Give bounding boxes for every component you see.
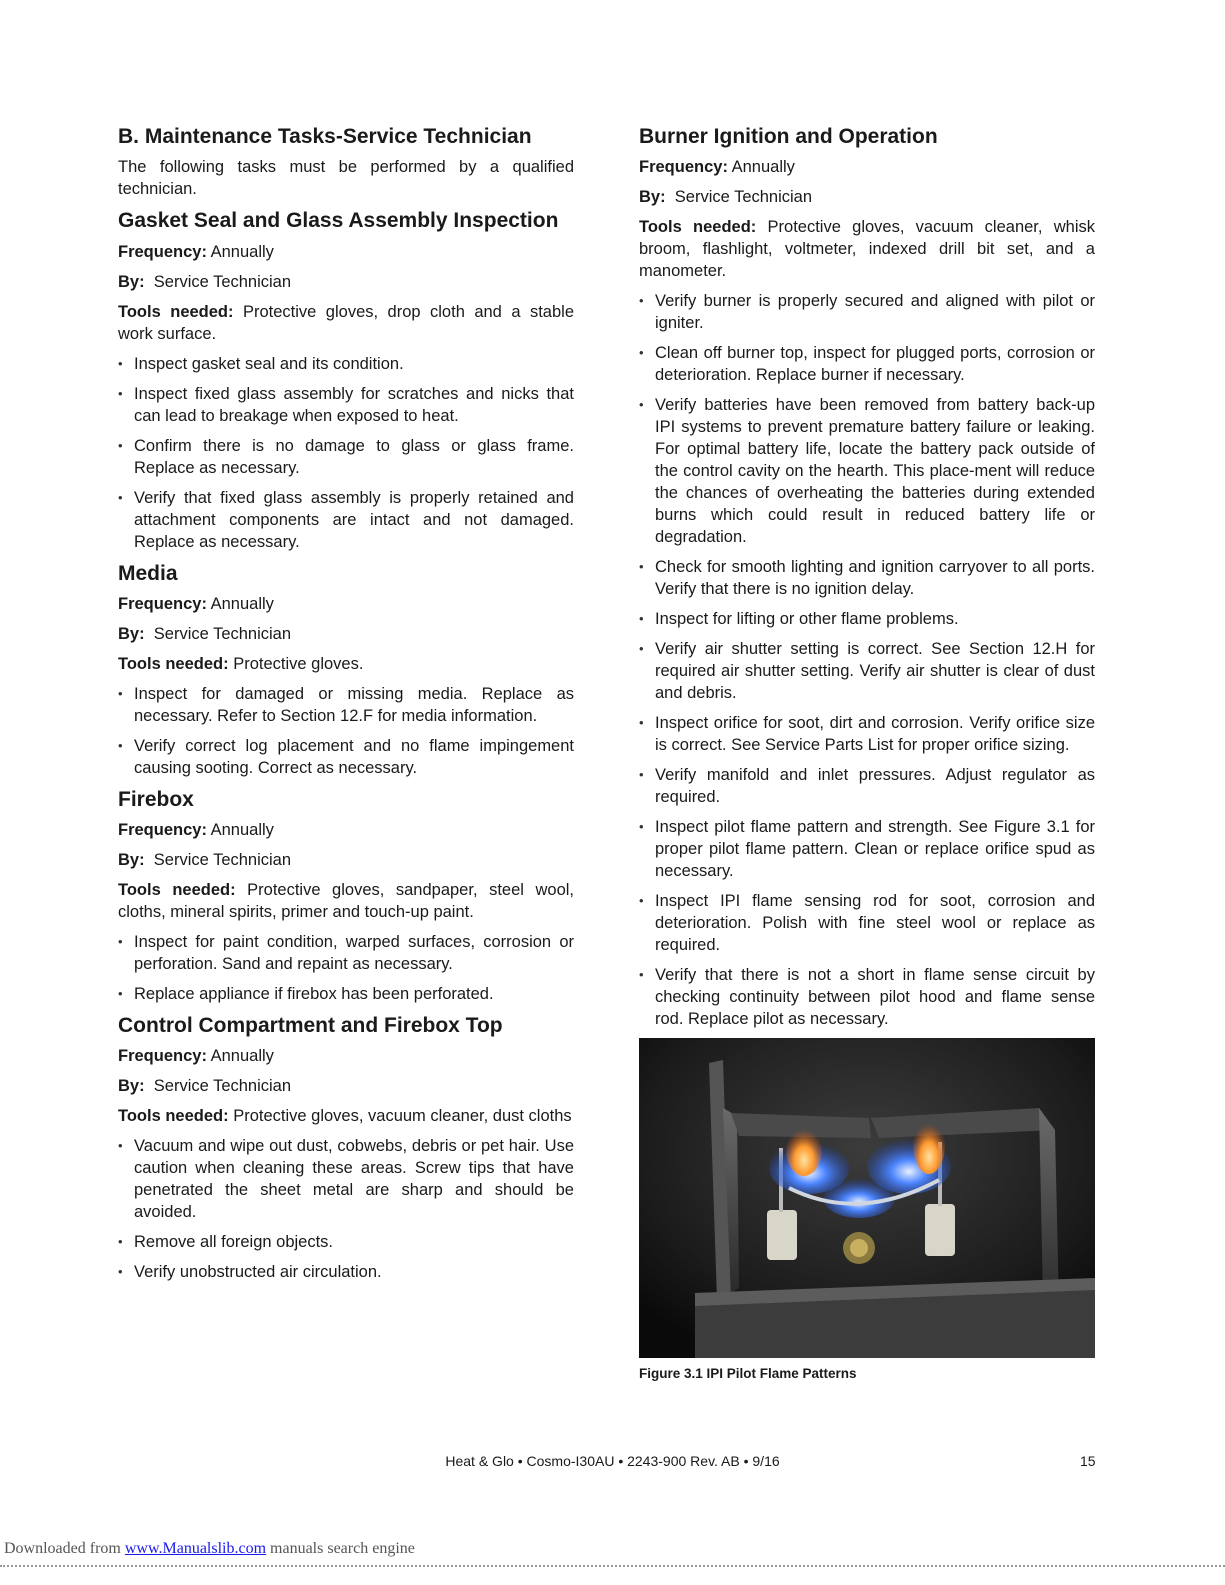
page-footer: Heat & Glo • Cosmo-I30AU • 2243-900 Rev. AB • 9/16 bbox=[445, 1453, 780, 1469]
by-line: By: Service Technician bbox=[118, 1077, 292, 1096]
list-item: • Clean off burner top, inspect for plugged ports, corrosion or deterioration. Replace burner if necessary. bbox=[639, 342, 1095, 386]
section-control-compartment bbox=[118, 1013, 574, 1283]
list-item: • Inspect for damaged or missing media. Replace as necessary. Refer to Section 12.F for media information. bbox=[118, 683, 574, 727]
right-column bbox=[639, 124, 1095, 1381]
tools-line: Tools needed: Protective gloves, vacuum cleaner, whisk broom, flashlight, voltmeter, indexed drill bit set, and a manometer. bbox=[639, 218, 1095, 281]
section-title: Control Compartment and Firebox Top bbox=[118, 1014, 503, 1037]
list-item: • Verify that there is not a short in flame sense circuit by checking continuity between pilot hood and flame sense rod. Replace pilot as necessary. bbox=[639, 964, 1095, 1030]
list-item: • Vacuum and wipe out dust, cobwebs, debris or pet hair. Use caution when cleaning these areas. Screw tips that have penetrated the sheet metal are sharp and should be avoided. bbox=[118, 1135, 574, 1223]
bullet-list bbox=[118, 1135, 574, 1283]
list-item: • Inspect gasket seal and its condition. bbox=[118, 353, 574, 375]
tools-line: Tools needed: Protective gloves. bbox=[118, 654, 364, 673]
by-line: By: Service Technician bbox=[639, 188, 813, 207]
list-item: • Check for smooth lighting and ignition carryover to all ports. Verify that there is no ignition delay. bbox=[639, 556, 1095, 600]
section-title: Firebox bbox=[118, 787, 194, 811]
list-item: • Confirm there is no damage to glass or glass frame. Replace as necessary. bbox=[118, 435, 574, 479]
electrode-left bbox=[767, 1210, 797, 1260]
dotted-divider bbox=[0, 1565, 1225, 1567]
list-item: • Verify batteries have been removed from battery back-up IPI systems to prevent premature battery failure or leaking. For optimal battery life, locate the battery pack outside of the control cavity on the hearth. This place-ment will reduce the chances of overheating the batteries during extended burns which could result in reduced battery life or degradation. bbox=[639, 394, 1095, 548]
list-item: • Replace appliance if firebox has been perforated. bbox=[118, 983, 574, 1005]
tools-line: Tools needed: Protective gloves, drop cloth and a stable work surface. bbox=[118, 302, 574, 343]
left-column bbox=[118, 124, 574, 1291]
bullet-list bbox=[118, 353, 574, 553]
tools-line: Tools needed: Protective gloves, vacuum cleaner, dust cloths bbox=[118, 1107, 572, 1126]
section-firebox bbox=[118, 787, 574, 1005]
list-item: • Verify that fixed glass assembly is properly retained and attachment components are intact and not damaged. Replace as necessary. bbox=[118, 487, 574, 553]
section-title: Gasket Seal and Glass Assembly Inspection bbox=[118, 209, 559, 233]
list-item: • Verify air shutter setting is correct. See Section 12.H for required air shutter setting. Verify air shutter is clear of dust and debris. bbox=[639, 638, 1095, 704]
bullet-list bbox=[118, 683, 574, 779]
bullet-list bbox=[639, 290, 1095, 1030]
section-gasket-seal bbox=[118, 208, 574, 552]
by-line: By: Service Technician bbox=[118, 851, 292, 869]
bullet-list bbox=[118, 931, 574, 1005]
by-line: By: Service Technician bbox=[118, 624, 292, 643]
list-item: • Inspect pilot flame pattern and strength. See Figure 3.1 for proper pilot flame pattern. Clean or replace orifice spud as necessary. bbox=[639, 816, 1095, 882]
tools-line: Tools needed: Protective gloves, sandpaper, steel wool, cloths, mineral spirits, primer and touch-up paint. bbox=[118, 881, 574, 921]
list-item: • Inspect fixed glass assembly for scratches and nicks that can lead to breakage when exposed to heat. bbox=[118, 383, 574, 427]
pilot-flame-illustration bbox=[639, 1038, 1095, 1358]
section-title-burner: Burner Ignition and Operation bbox=[639, 125, 938, 148]
list-item: • Inspect for lifting or other flame problems. bbox=[639, 608, 1095, 630]
section-title: Media bbox=[118, 561, 178, 585]
by-line: By: Service Technician bbox=[118, 272, 292, 291]
list-item: • Verify manifold and inlet pressures. Adjust regulator as required. bbox=[639, 764, 1095, 808]
frequency-line: Frequency: Annually bbox=[118, 594, 274, 613]
electrode-right bbox=[925, 1204, 955, 1256]
pilot-flame-photo bbox=[639, 1038, 1095, 1358]
frequency-line: Frequency: Annually bbox=[118, 1047, 274, 1066]
list-item: • Verify correct log placement and no flame impingement causing sooting. Correct as necessary. bbox=[118, 735, 574, 779]
list-item: • Remove all foreign objects. bbox=[118, 1231, 574, 1253]
download-notice: Downloaded from www.Manualslib.com manuals search engine bbox=[4, 1540, 415, 1557]
list-item: • Inspect orifice for soot, dirt and corrosion. Verify orifice size is correct. See Service Parts List for proper orifice sizing. bbox=[639, 712, 1095, 756]
manualslib-link[interactable]: www.Manualslib.com bbox=[124, 1540, 267, 1557]
section-media bbox=[118, 561, 574, 779]
figure-caption: Figure 3.1 IPI Pilot Flame Patterns bbox=[639, 1366, 857, 1382]
frequency-line: Frequency: Annually bbox=[639, 158, 795, 177]
page-number: 15 bbox=[1080, 1453, 1096, 1469]
list-item: • Verify unobstructed air circulation. bbox=[118, 1261, 574, 1283]
list-item: • Verify burner is properly secured and aligned with pilot or igniter. bbox=[639, 290, 1095, 334]
frequency-line: Frequency: Annually bbox=[118, 242, 274, 261]
frequency-line: Frequency: Annually bbox=[118, 821, 274, 839]
list-item: • Inspect for paint condition, warped surfaces, corrosion or perforation. Sand and repaint as necessary. bbox=[118, 931, 574, 975]
intro-text: The following tasks must be performed by a qualified technician. bbox=[118, 158, 574, 199]
list-item: • Inspect IPI flame sensing rod for soot, corrosion and deterioration. Polish with fine steel wool or replace as required. bbox=[639, 890, 1095, 956]
main-heading: B. Maintenance Tasks-Service Technician bbox=[118, 125, 532, 148]
